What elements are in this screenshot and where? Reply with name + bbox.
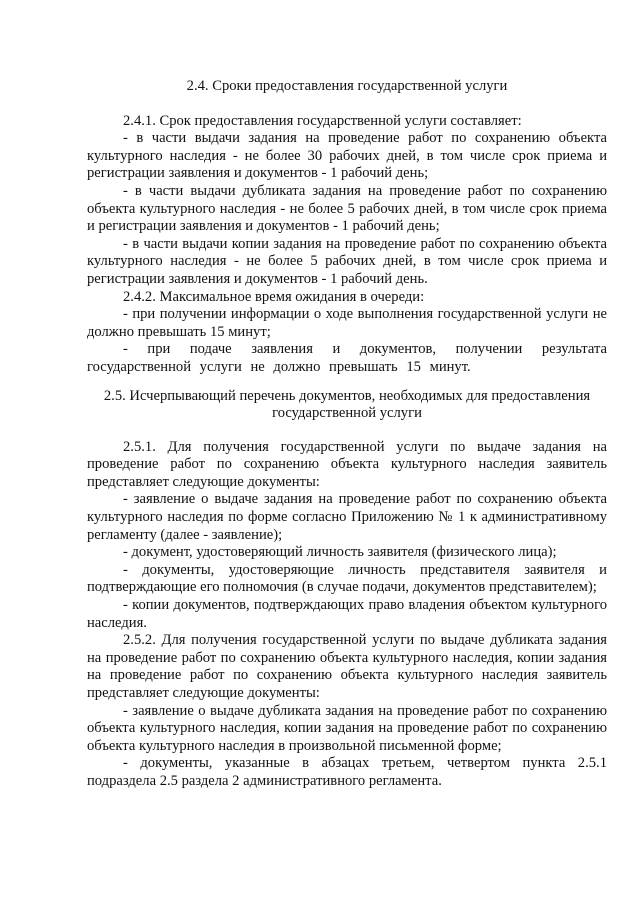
paragraph-2-5-1-item-2: - документ, удостоверяющий личность заявителя (физического лица); <box>123 544 557 561</box>
paragraph-2-4-2: 2.4.2. Максимальное время ожидания в очереди: <box>123 288 425 305</box>
section-2-5-heading-line-1: 2.5. Исчерпывающий перечень документов, необходимых для предоставления <box>103 387 591 404</box>
paragraph-2-5-2: 2.5.2. Для получения государственной услуги по выдаче дубликата задания на проведение работ по сохранению объекта культурного наследия, копии задания на проведение работ по сохранению объекта культурного наследия заявитель представляет следующие документы: <box>87 632 607 701</box>
paragraph-2-4-1-item-3: - в части выдачи копии задания на проведение работ по сохранению объекта культурного наследия - не более 5 рабочих дней, в том числе срок приема и регистрации заявления и документов - 1 рабочий день. <box>87 235 607 287</box>
paragraph-2-4-2-item-1: - при получении информации о ходе выполнения государственной услуги не должно превышать 15 минут; <box>87 306 607 340</box>
paragraph-2-5-1-item-3: - документы, удостоверяющие личность представителя заявителя и подтверждающие его полномочия (в случае подачи, документов представителем); <box>87 561 607 596</box>
paragraph-2-5-1-item-4: - копии документов, подтверждающих право владения объектом культурного наследия. <box>87 597 607 631</box>
paragraph-2-4-1: 2.4.1. Срок предоставления государственной услуги составляет: <box>123 112 522 129</box>
paragraph-2-4-1-item-2: - в части выдачи дубликата задания на проведение работ по сохранению объекта культурного наследия - не более 5 рабочих дней, в том числе срок приема и регистрации заявления и документов - 1 рабочий день; <box>87 182 607 235</box>
paragraph-2-5-2-item-2: - документы, указанные в абзацах третьем, четвертом пункта 2.5.1 подраздела 2.5 раздела 2 административного регламента. <box>87 755 607 789</box>
paragraph-2-4-2-item-2: - при подаче заявления и документов, получении результата государственной услуги не должно превышать 15 минут. <box>87 341 607 375</box>
paragraph-2-5-1: 2.5.1. Для получения государственной услуги по выдаче задания на проведение работ по сохранению объекта культурного наследия заявитель представляет следующие документы: <box>87 438 607 490</box>
paragraph-2-4-1-item-1: - в части выдачи задания на проведение работ по сохранению объекта культурного наследия - не более 30 рабочих дней, в том числе срок приема и регистрации заявления и документов - 1 рабочий день; <box>87 130 607 182</box>
paragraph-2-5-1-item-1: - заявление о выдаче задания на проведение работ по сохранению объекта культурного наследия по форме согласно Приложению № 1 к административному регламенту (далее - заявление); <box>87 491 607 543</box>
paragraph-2-5-2-item-1: - заявление о выдаче дубликата задания на проведение работ по сохранению объекта культурного наследия, копии задания на проведение работ по сохранению объекта культурного наследия в произвольной письменной форме; <box>87 702 607 754</box>
document-page <box>87 78 607 791</box>
section-2-5-heading-line-2: государственной услуги <box>272 405 422 422</box>
section-2-4-heading: 2.4. Сроки предоставления государственной услуги <box>186 78 508 94</box>
